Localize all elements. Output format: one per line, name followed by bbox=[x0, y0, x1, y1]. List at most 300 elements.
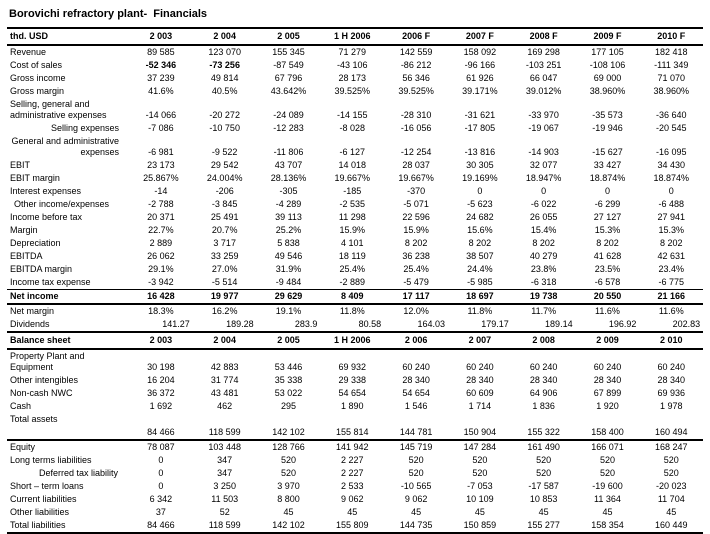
value-cell: -6 318 bbox=[530, 277, 557, 287]
value-cell: 462 bbox=[217, 401, 233, 411]
value-cell: 1 546 bbox=[404, 401, 428, 411]
value-cell: 25.4% bbox=[339, 264, 366, 274]
column-header: 2010 F bbox=[639, 28, 703, 45]
value-cell: 45 bbox=[347, 507, 358, 517]
table-row bbox=[7, 263, 703, 276]
value-cell: 18.3% bbox=[148, 306, 174, 316]
value-cell: 28 037 bbox=[402, 160, 430, 170]
value-cell: 118 599 bbox=[193, 519, 257, 533]
value-cell: 28 340 bbox=[657, 375, 686, 385]
table-row bbox=[7, 185, 703, 198]
table-row bbox=[7, 304, 703, 318]
value-cell: 15.4% bbox=[530, 225, 557, 235]
value-cell: 1 836 bbox=[532, 401, 555, 411]
value-cell: -20 272 bbox=[209, 110, 240, 120]
value-cell: 45 bbox=[283, 507, 294, 517]
column-header: 2009 F bbox=[576, 28, 640, 45]
value-cell: 160 449 bbox=[639, 519, 703, 533]
value-cell: 142 102 bbox=[257, 426, 321, 440]
row-label: Deferred tax liability bbox=[39, 468, 119, 478]
value-cell: 123 070 bbox=[208, 47, 241, 57]
value-cell: -33 970 bbox=[528, 110, 559, 120]
value-cell: -20 545 bbox=[656, 123, 687, 133]
value-cell: 1 890 bbox=[341, 401, 364, 411]
value-cell: -2 788 bbox=[148, 199, 174, 209]
value-cell: -5 985 bbox=[467, 277, 493, 287]
value-cell: 2 227 bbox=[341, 455, 364, 465]
table-row bbox=[7, 45, 703, 59]
value-cell: 16 204 bbox=[147, 375, 175, 385]
value-cell: 22 596 bbox=[402, 212, 430, 222]
value-cell: 128 766 bbox=[272, 442, 305, 452]
value-cell: 283.9 bbox=[257, 318, 321, 332]
row-label: Short – term loans bbox=[10, 481, 84, 491]
value-cell: -5 514 bbox=[211, 277, 238, 287]
value-cell: 11.6% bbox=[658, 306, 684, 316]
column-header: 2 007 bbox=[448, 332, 512, 349]
table-row bbox=[7, 440, 703, 454]
value-cell bbox=[320, 413, 384, 426]
column-header: 2 006 bbox=[384, 332, 448, 349]
table-row bbox=[7, 276, 703, 290]
row-label: Cost of sales bbox=[10, 60, 63, 70]
value-cell: -86 212 bbox=[400, 60, 432, 70]
value-cell: 61 926 bbox=[466, 73, 494, 83]
value-cell: -6 981 bbox=[148, 147, 174, 157]
value-cell: 150 859 bbox=[448, 519, 512, 533]
value-cell: 4 101 bbox=[341, 238, 364, 248]
value-cell: 1 920 bbox=[596, 401, 619, 411]
value-cell: 141 942 bbox=[336, 442, 369, 452]
value-cell: 28 340 bbox=[529, 375, 558, 385]
value-cell: 36 372 bbox=[147, 388, 175, 398]
value-cell: 177 105 bbox=[591, 47, 624, 57]
value-cell: 15.3% bbox=[658, 225, 685, 235]
value-cell: 520 bbox=[599, 468, 615, 478]
value-cell: 66 047 bbox=[529, 73, 558, 83]
value-cell: -10 565 bbox=[400, 481, 432, 491]
value-cell: 8 202 bbox=[404, 238, 428, 248]
value-cell: 60 240 bbox=[593, 362, 622, 372]
column-header: 2 003 bbox=[129, 28, 193, 45]
value-cell: 28 340 bbox=[466, 375, 494, 385]
value-cell: 1 692 bbox=[149, 401, 173, 411]
value-cell: 0 bbox=[158, 455, 164, 465]
row-label: Total liabilities bbox=[7, 519, 129, 533]
value-cell: 0 bbox=[541, 186, 547, 196]
value-cell: 40.5% bbox=[211, 86, 238, 96]
value-cell: 38 507 bbox=[466, 251, 494, 261]
value-cell: 22.7% bbox=[148, 225, 174, 235]
value-cell: 520 bbox=[408, 468, 424, 478]
value-cell: 520 bbox=[663, 468, 679, 478]
value-cell bbox=[576, 413, 640, 426]
row-label: Current liabilities bbox=[10, 494, 77, 504]
balance-header-label: Balance sheet bbox=[7, 332, 129, 349]
value-cell: 25.2% bbox=[275, 225, 302, 235]
value-cell: -103 251 bbox=[525, 60, 562, 70]
column-header: 1 H 2006 bbox=[320, 332, 384, 349]
value-cell: 164.03 bbox=[384, 318, 448, 332]
table-row bbox=[7, 98, 703, 122]
value-cell: 19.667% bbox=[398, 173, 434, 183]
column-header: 2 010 bbox=[639, 332, 703, 349]
value-cell: -16 095 bbox=[656, 147, 687, 157]
value-cell: 15.9% bbox=[339, 225, 366, 235]
column-header: 2008 F bbox=[512, 28, 576, 45]
value-cell: 60 609 bbox=[466, 388, 494, 398]
value-cell: -15 627 bbox=[592, 147, 623, 157]
table-row bbox=[7, 374, 703, 387]
row-label: Long terms liabilities bbox=[10, 455, 92, 465]
table-row bbox=[7, 400, 703, 413]
value-cell: -96 166 bbox=[464, 60, 496, 70]
value-cell: 39.525% bbox=[398, 86, 434, 96]
value-cell: -2 535 bbox=[339, 199, 366, 209]
balance-section bbox=[7, 332, 703, 533]
value-cell: 49 546 bbox=[274, 251, 303, 261]
value-cell bbox=[639, 413, 703, 426]
value-cell: 0 bbox=[158, 481, 164, 491]
column-header: 2 005 bbox=[257, 28, 321, 45]
row-label: EBITDA bbox=[10, 251, 43, 261]
table-row bbox=[7, 135, 703, 159]
value-cell: 158 092 bbox=[463, 47, 497, 57]
column-header: 2 003 bbox=[129, 332, 193, 349]
value-cell: 42 631 bbox=[657, 251, 686, 261]
value-cell: 84 466 bbox=[129, 519, 193, 533]
value-cell: 30 198 bbox=[147, 362, 175, 372]
table-row bbox=[7, 198, 703, 211]
value-cell: 8 202 bbox=[532, 238, 555, 248]
table-row bbox=[7, 211, 703, 224]
value-cell: -12 283 bbox=[273, 123, 304, 133]
value-cell bbox=[512, 413, 576, 426]
income-header-label: thd. USD bbox=[7, 28, 129, 45]
value-cell: -3 942 bbox=[148, 277, 174, 287]
value-cell: 32 077 bbox=[529, 160, 558, 170]
value-cell: -8 028 bbox=[339, 123, 366, 133]
value-cell: 60 240 bbox=[402, 362, 430, 372]
table-row bbox=[7, 237, 703, 250]
value-cell: 3 717 bbox=[213, 238, 236, 248]
value-cell: 17 117 bbox=[384, 290, 448, 305]
value-cell: 53 446 bbox=[274, 362, 303, 372]
value-cell: 11.6% bbox=[595, 306, 620, 316]
value-cell: 89 585 bbox=[147, 47, 175, 57]
value-cell: -10 750 bbox=[209, 123, 240, 133]
value-cell: -36 640 bbox=[656, 110, 687, 120]
value-cell: -206 bbox=[215, 186, 234, 196]
value-cell: 145 719 bbox=[399, 442, 433, 452]
value-cell: 43 481 bbox=[210, 388, 239, 398]
value-cell: -35 573 bbox=[592, 110, 623, 120]
value-cell: 27 127 bbox=[593, 212, 622, 222]
value-cell: 520 bbox=[408, 455, 424, 465]
value-cell: 161 490 bbox=[527, 442, 560, 452]
value-cell: 31.9% bbox=[275, 264, 302, 274]
value-cell: -9 522 bbox=[211, 147, 238, 157]
column-header: 2 004 bbox=[193, 332, 257, 349]
value-cell: 0 bbox=[477, 186, 483, 196]
value-cell: 23.5% bbox=[594, 264, 621, 274]
value-cell: 10 853 bbox=[529, 494, 558, 504]
value-cell bbox=[193, 413, 257, 426]
value-cell: 0 bbox=[158, 468, 164, 478]
value-cell: 39.171% bbox=[462, 86, 498, 96]
value-cell: 11 364 bbox=[594, 494, 621, 504]
value-cell: 8 202 bbox=[596, 238, 619, 248]
value-cell: 160 494 bbox=[639, 426, 703, 440]
value-cell: 60 240 bbox=[466, 362, 494, 372]
value-cell: 158 354 bbox=[576, 519, 640, 533]
value-cell: -7 053 bbox=[467, 481, 493, 491]
row-label: Margin bbox=[10, 225, 38, 235]
value-cell: 103 448 bbox=[208, 442, 241, 452]
value-cell: -108 106 bbox=[589, 60, 626, 70]
value-cell: -43 106 bbox=[337, 60, 368, 70]
value-cell: 29 542 bbox=[210, 160, 239, 170]
value-cell bbox=[129, 413, 193, 426]
value-cell: -7 086 bbox=[148, 123, 174, 133]
value-cell: -3 845 bbox=[211, 199, 238, 209]
value-cell: -73 256 bbox=[209, 60, 240, 70]
value-cell: 27 941 bbox=[657, 212, 686, 222]
value-cell: 520 bbox=[280, 455, 296, 465]
value-cell: 520 bbox=[663, 455, 679, 465]
value-cell: 43.642% bbox=[270, 86, 307, 96]
value-cell: 45 bbox=[602, 507, 613, 517]
value-cell: -370 bbox=[407, 186, 426, 196]
value-cell: 28 340 bbox=[402, 375, 430, 385]
value-cell: 11.8% bbox=[467, 306, 493, 316]
financials-table bbox=[7, 27, 703, 534]
value-cell: 142 559 bbox=[399, 47, 433, 57]
value-cell: 24 682 bbox=[466, 212, 494, 222]
column-header: 2 005 bbox=[257, 332, 321, 349]
value-cell: -14 bbox=[154, 186, 168, 196]
value-cell: 8 202 bbox=[468, 238, 492, 248]
column-header: 2 009 bbox=[576, 332, 640, 349]
value-cell: 19 977 bbox=[193, 290, 257, 305]
value-cell: 41.6% bbox=[148, 86, 174, 96]
value-cell: 19.1% bbox=[275, 306, 302, 316]
value-cell: 29 338 bbox=[338, 375, 367, 385]
value-cell: 20 371 bbox=[147, 212, 175, 222]
value-cell: -14 155 bbox=[337, 110, 368, 120]
value-cell: 520 bbox=[599, 455, 615, 465]
value-cell: 3 970 bbox=[277, 481, 300, 491]
column-header: 2 004 bbox=[193, 28, 257, 45]
row-label: Revenue bbox=[10, 47, 47, 57]
value-cell: -6 775 bbox=[658, 277, 685, 287]
value-cell: -9 484 bbox=[275, 277, 302, 287]
value-cell: -6 578 bbox=[594, 277, 621, 287]
table-row bbox=[7, 250, 703, 263]
value-cell: 520 bbox=[472, 468, 488, 478]
value-cell: 24.004% bbox=[206, 173, 243, 183]
value-cell: 45 bbox=[538, 507, 549, 517]
value-cell: 39.012% bbox=[525, 86, 562, 96]
table-row bbox=[7, 426, 703, 440]
value-cell: 20 550 bbox=[576, 290, 640, 305]
value-cell: 71 070 bbox=[657, 73, 686, 83]
value-cell: 189.28 bbox=[193, 318, 257, 332]
value-cell: 11 704 bbox=[657, 494, 685, 504]
value-cell: 347 bbox=[217, 455, 233, 465]
value-cell: 45 bbox=[411, 507, 422, 517]
row-label: Cash bbox=[10, 401, 32, 411]
value-cell: 15.6% bbox=[467, 225, 493, 235]
table-row bbox=[7, 467, 703, 480]
row-label: Non-cash NWC bbox=[10, 388, 73, 398]
table-row bbox=[7, 454, 703, 467]
value-cell: 10 109 bbox=[466, 494, 494, 504]
value-cell: -6 127 bbox=[339, 147, 366, 157]
value-cell: 26 055 bbox=[529, 212, 558, 222]
value-cell: 155 277 bbox=[512, 519, 576, 533]
value-cell: 8 800 bbox=[277, 494, 300, 504]
value-cell: 25.4% bbox=[403, 264, 429, 274]
value-cell: -24 089 bbox=[273, 110, 304, 120]
row-label: Other income/expenses bbox=[14, 199, 110, 209]
value-cell: -6 488 bbox=[658, 199, 685, 209]
value-cell: -6 022 bbox=[530, 199, 557, 209]
value-cell: 28 340 bbox=[593, 375, 622, 385]
row-label: Net margin bbox=[10, 306, 55, 316]
value-cell: 60 240 bbox=[529, 362, 558, 372]
table-row bbox=[7, 290, 703, 305]
value-cell: 54 654 bbox=[402, 388, 430, 398]
value-cell: 39.525% bbox=[334, 86, 371, 96]
value-cell: 54 654 bbox=[338, 388, 367, 398]
value-cell: 25 491 bbox=[210, 212, 239, 222]
value-cell: 2 533 bbox=[341, 481, 364, 491]
table-row bbox=[7, 224, 703, 237]
value-cell: 182 418 bbox=[655, 47, 688, 57]
value-cell: 189.14 bbox=[512, 318, 576, 332]
row-label: Selling expenses bbox=[50, 123, 119, 133]
value-cell: 12.0% bbox=[403, 306, 429, 316]
value-cell: -17 587 bbox=[528, 481, 559, 491]
row-label: Dividends bbox=[7, 318, 129, 332]
value-cell: 41 628 bbox=[593, 251, 622, 261]
value-cell: 45 bbox=[666, 507, 677, 517]
table-row bbox=[7, 349, 703, 374]
table-row bbox=[7, 318, 703, 332]
value-cell: 6 342 bbox=[149, 494, 173, 504]
table-row bbox=[7, 519, 703, 533]
value-cell: -19 600 bbox=[592, 481, 623, 491]
value-cell: 142 102 bbox=[257, 519, 321, 533]
value-cell: 147 284 bbox=[463, 442, 497, 452]
value-cell: 69 932 bbox=[338, 362, 367, 372]
value-cell: 520 bbox=[472, 455, 488, 465]
table-row bbox=[7, 172, 703, 185]
value-cell: 34 430 bbox=[657, 160, 686, 170]
value-cell: 144 781 bbox=[384, 426, 448, 440]
value-cell: 43 707 bbox=[274, 160, 303, 170]
value-cell: 0 bbox=[668, 186, 674, 196]
value-cell: 155 322 bbox=[512, 426, 576, 440]
value-cell: 35 338 bbox=[274, 375, 303, 385]
value-cell: -14 066 bbox=[145, 110, 177, 120]
value-cell: 202.83 bbox=[639, 318, 703, 332]
row-label: Property Plant and Equipment bbox=[10, 351, 85, 372]
value-cell: 38.960% bbox=[589, 86, 626, 96]
column-header: 2007 F bbox=[448, 28, 512, 45]
value-cell: -5 071 bbox=[403, 199, 429, 209]
value-cell: 155 809 bbox=[320, 519, 384, 533]
row-label: Other intengibles bbox=[10, 375, 79, 385]
value-cell: 23.8% bbox=[530, 264, 557, 274]
table-row bbox=[7, 159, 703, 172]
row-label: Interest expenses bbox=[10, 186, 82, 196]
value-cell: 196.92 bbox=[576, 318, 640, 332]
value-cell: 179.17 bbox=[448, 318, 512, 332]
value-cell: -20 023 bbox=[656, 481, 687, 491]
value-cell: 0 bbox=[604, 186, 610, 196]
value-cell: 9 062 bbox=[341, 494, 364, 504]
table-row bbox=[7, 480, 703, 493]
value-cell: 168 247 bbox=[655, 442, 688, 452]
row-label: Gross income bbox=[10, 73, 66, 83]
value-cell: 24.4% bbox=[467, 264, 493, 274]
value-cell: 1 978 bbox=[660, 401, 683, 411]
value-cell: 36 238 bbox=[402, 251, 430, 261]
value-cell: -11 806 bbox=[273, 147, 304, 157]
row-label: Selling, general and administrative expenses bbox=[10, 99, 107, 120]
table-row bbox=[7, 506, 703, 519]
row-label: Depreciation bbox=[10, 238, 61, 248]
value-cell: -52 346 bbox=[145, 60, 177, 70]
value-cell: -31 621 bbox=[464, 110, 496, 120]
value-cell: 8 202 bbox=[660, 238, 683, 248]
value-cell: 42 883 bbox=[210, 362, 239, 372]
row-label: General and administrative expenses bbox=[11, 136, 119, 157]
value-cell: 11.8% bbox=[339, 306, 365, 316]
page-title: Borovichi refractory plant- Financials bbox=[9, 8, 208, 20]
value-cell: 15.3% bbox=[594, 225, 621, 235]
column-header: 2006 F bbox=[384, 28, 448, 45]
value-cell: 18.874% bbox=[589, 173, 626, 183]
value-cell: 16.2% bbox=[211, 306, 238, 316]
value-cell: -87 549 bbox=[273, 60, 304, 70]
value-cell: 29 629 bbox=[257, 290, 321, 305]
value-cell: 8 409 bbox=[320, 290, 384, 305]
value-cell: 53 022 bbox=[274, 388, 303, 398]
value-cell: 5 838 bbox=[277, 238, 300, 248]
income-header-row bbox=[7, 28, 703, 45]
value-cell: 69 000 bbox=[593, 73, 622, 83]
value-cell: 141.27 bbox=[129, 318, 193, 332]
value-cell: 37 239 bbox=[147, 73, 175, 83]
value-cell: 18.947% bbox=[525, 173, 562, 183]
value-cell: 38.960% bbox=[653, 86, 690, 96]
value-cell: 71 279 bbox=[338, 47, 367, 57]
value-cell: 150 904 bbox=[448, 426, 512, 440]
value-cell: 144 735 bbox=[384, 519, 448, 533]
value-cell: 11 298 bbox=[338, 212, 366, 222]
value-cell: 15.9% bbox=[403, 225, 429, 235]
table-row bbox=[7, 413, 703, 426]
table-row bbox=[7, 387, 703, 400]
value-cell: 11 503 bbox=[211, 494, 239, 504]
value-cell: 30 305 bbox=[466, 160, 494, 170]
value-cell: -12 254 bbox=[400, 147, 432, 157]
value-cell: 39 113 bbox=[275, 212, 302, 222]
table-row bbox=[7, 85, 703, 98]
